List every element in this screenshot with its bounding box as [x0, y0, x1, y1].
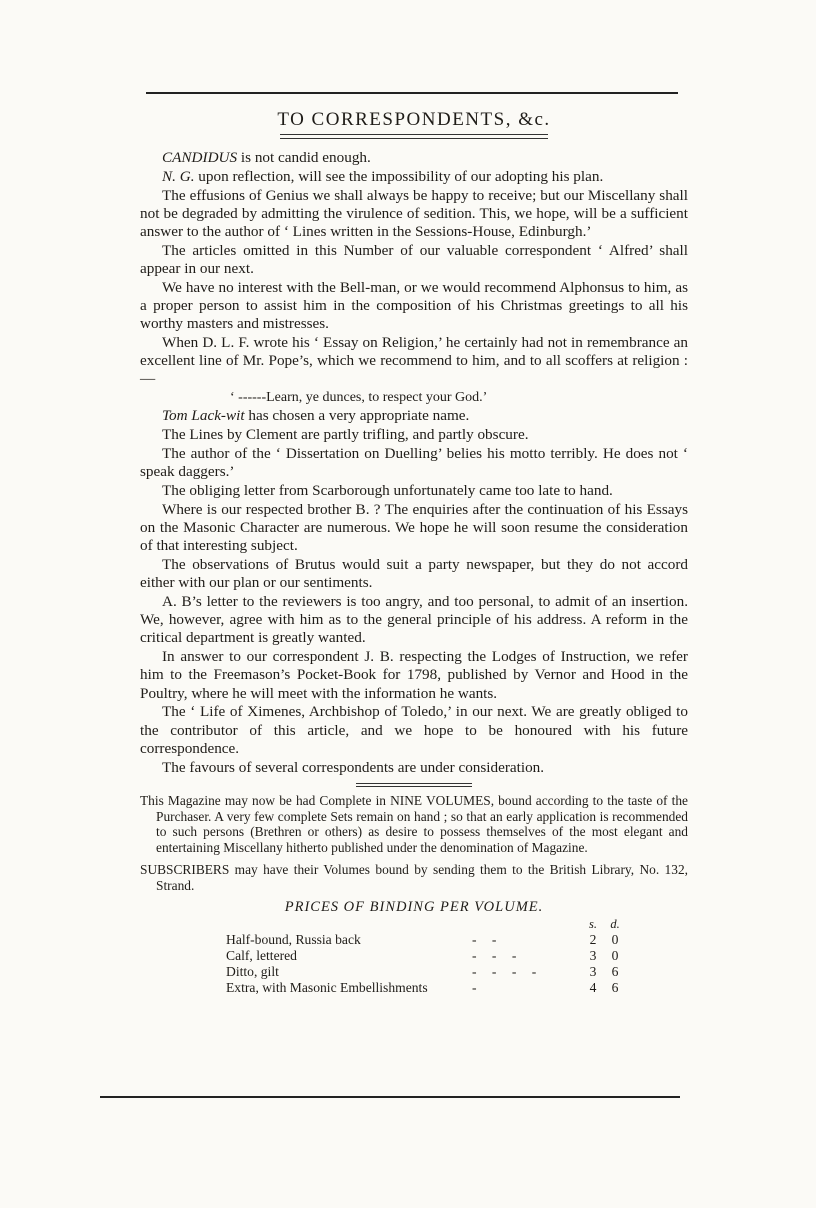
note-text: The ‘ Life of Ximenes, Archbishop of Toledo,’ in our next. We are greatly obliged to the contributor of this article, and we hope to be honoured with his future correspondence.	[140, 703, 688, 757]
note-text: In answer to our correspondent J. B. respecting the Lodges of Instruction, we refer him to the Freemason’s Pocket-Book for 1798, published by Vernor and Hood in the Poultry, where he will meet with the information he wants.	[140, 648, 688, 702]
note-text: The observations of Brutus would suit a party newspaper, but they do not accord either with our plan or our sentiments.	[140, 556, 688, 592]
bottom-rule	[100, 1096, 680, 1098]
note-text: A. B’s letter to the reviewers is too angry, and too personal, to admit of an insertion. We, however, agree with him as to the general principle of his address. A reform in the critical department is greatly wanted.	[140, 593, 688, 647]
price-row	[226, 980, 626, 996]
note-paragraph	[140, 648, 688, 703]
note-text: The Lines by Clement are partly trifling, and partly obscure.	[162, 426, 529, 444]
note-text: When D. L. F. wrote his ‘ Essay on Religion,’ he certainly had not in remembrance an excellent line of Mr. Pope’s, which we recommend to him, and to all scoffers at religion :—	[140, 334, 688, 388]
binding-price-table	[226, 916, 626, 996]
note-paragraph	[140, 501, 688, 556]
price-pence: 0	[611, 947, 619, 963]
price-shillings: 3	[589, 963, 597, 979]
page-body	[140, 78, 688, 996]
pope-quote: ‘ ------Learn, ye dunces, to respect your God.’	[230, 390, 488, 406]
correspondent-notes-continued	[140, 407, 688, 776]
note-paragraph	[140, 426, 688, 444]
price-header-row	[226, 916, 626, 932]
note-text: upon reflection, will see the impossibility of our adopting his plan.	[194, 167, 604, 185]
note-paragraph	[140, 593, 688, 648]
note-text: is not candid enough.	[237, 149, 371, 166]
price-leader: -	[472, 979, 483, 995]
note-paragraph	[140, 407, 688, 425]
note-paragraph	[140, 556, 688, 592]
price-item: Calf, lettered	[226, 947, 297, 963]
note-text: has chosen a very appropriate name.	[244, 407, 470, 425]
note-text: The favours of several correspondents are under consideration.	[162, 758, 545, 776]
correspondent-notes	[140, 149, 688, 389]
price-row	[226, 964, 626, 980]
note-paragraph	[140, 149, 688, 167]
title-double-rule	[280, 134, 548, 139]
note-text: The effusions of Genius we shall always be happy to receive; but our Miscellany shall not be degraded by admitting the virulence of sedition. This, we hope, will be a sufficient answer to the author of ‘ Lines written in the Sessions-House, Edinburgh.’	[140, 186, 688, 240]
note-text: The articles omitted in this Number of our valuable correspondent ‘ Alfred’ shall appear in our next.	[140, 241, 688, 277]
note-text: We have no interest with the Bell-man, or we would recommend Alphonsus to him, as a proper person to assist him in the composition of his Christmas greetings to all his worthy masters and mistresses.	[140, 278, 688, 333]
note-paragraph	[140, 445, 688, 481]
price-shillings: 2	[589, 931, 597, 947]
magazine-notice: This Magazine may now be had Complete in NINE VOLUMES, bound according to the taste of the Purchaser. A very few complete Sets remain on hand ; so that an early application is recommended to such persons (Brethren or others) as desire to possess themselves of the most elegant and entertaining Miscellany hitherto published under the denomination of Magazine.	[140, 792, 688, 856]
price-item: Half-bound, Russia back	[226, 931, 361, 947]
price-leader: - -	[472, 931, 503, 947]
price-row	[226, 932, 626, 948]
note-paragraph	[140, 187, 688, 242]
note-text: The author of the ‘ Dissertation on Duelling’ belies his motto terribly. He does not ‘ speak daggers.’	[140, 445, 688, 481]
price-pence: 6	[611, 979, 619, 995]
note-paragraph	[140, 279, 688, 334]
price-leader: - - - -	[472, 963, 543, 979]
price-leader: - - -	[472, 947, 523, 963]
price-shillings: 4	[589, 979, 597, 995]
note-lead: N. G.	[162, 167, 195, 185]
note-text: The obliging letter from Scarborough unfortunately came too late to hand.	[162, 482, 613, 499]
note-paragraph	[140, 168, 688, 186]
price-pence: 0	[611, 931, 619, 947]
subscribers-notice: SUBSCRIBERS may have their Volumes bound by sending them to the British Library, No. 132, Strand.	[140, 862, 688, 893]
price-item: Ditto, gilt	[226, 963, 279, 979]
note-paragraph	[140, 482, 688, 500]
shillings-header: s.	[589, 916, 597, 931]
page-title: TO CORRESPONDENTS, &c.	[277, 109, 551, 130]
pence-header: d.	[610, 916, 620, 931]
note-paragraph	[140, 703, 688, 758]
section-divider	[356, 783, 472, 787]
price-pence: 6	[611, 963, 619, 979]
note-paragraph	[140, 334, 688, 389]
note-text: Where is our respected brother B. ? The enquiries after the continuation of his Essays on the Masonic Character are numerous. We hope he will soon resume the consideration of that interesting subject.	[140, 500, 688, 555]
note-paragraph	[140, 242, 688, 278]
note-paragraph	[140, 759, 688, 777]
prices-title: PRICES OF BINDING PER VOLUME.	[284, 898, 544, 915]
price-row	[226, 948, 626, 964]
note-lead: Tom Lack-wit	[162, 407, 245, 425]
note-lead: CANDIDUS	[162, 149, 238, 166]
price-shillings: 3	[589, 947, 597, 963]
price-item: Extra, with Masonic Embellishments	[226, 979, 428, 995]
